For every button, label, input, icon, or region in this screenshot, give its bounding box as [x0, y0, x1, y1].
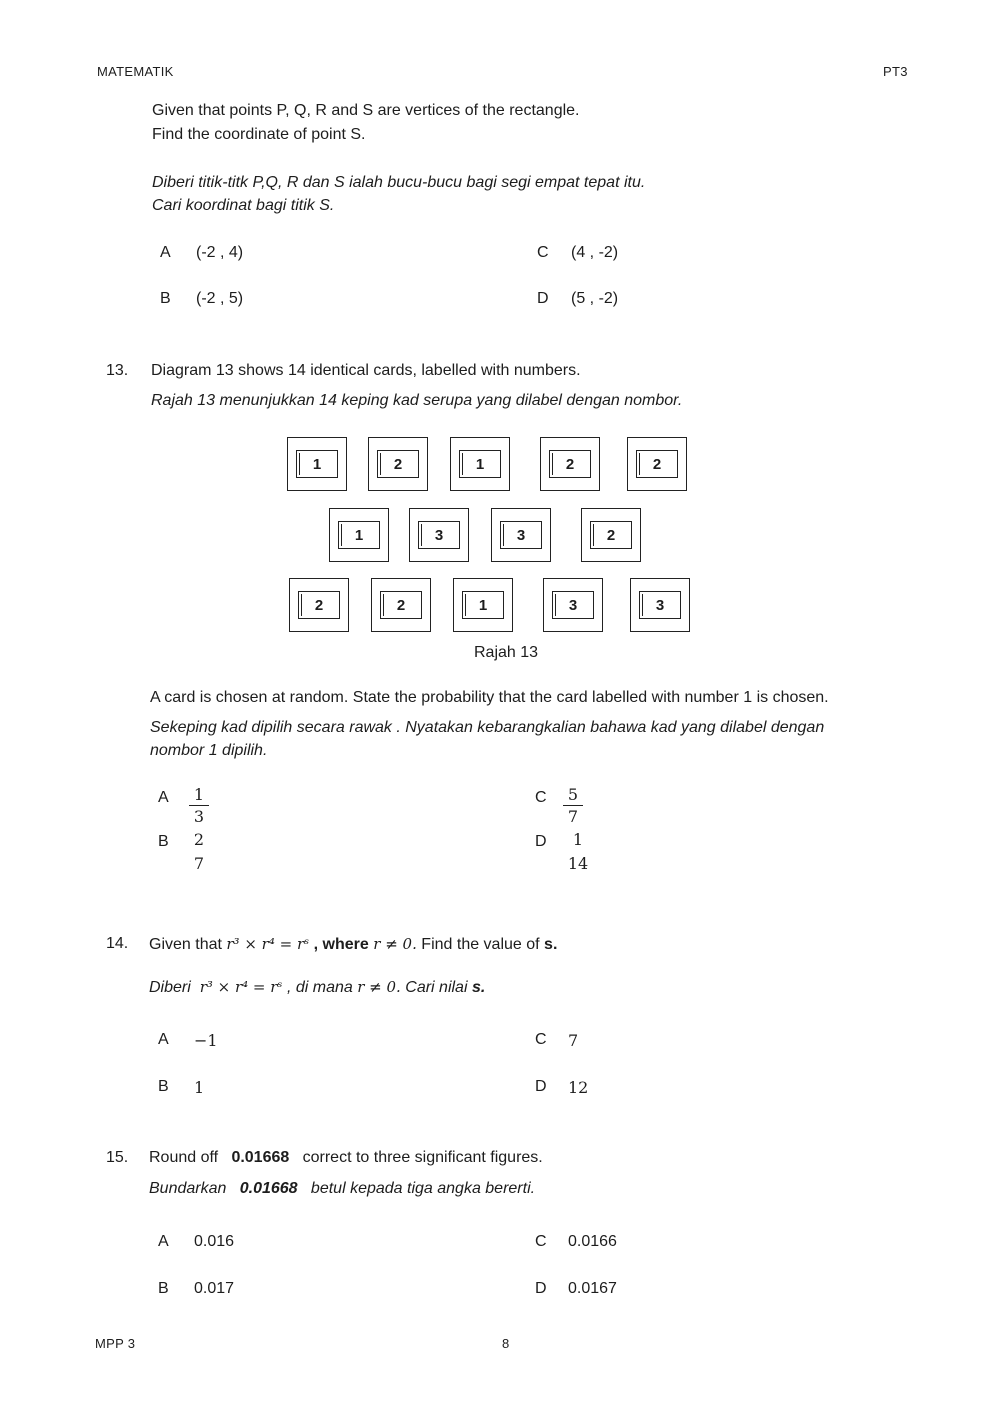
q14-option-d-letter: D: [535, 1078, 547, 1095]
q12-option-c-value: (4 , -2): [571, 244, 619, 261]
q12-line2-ms: Cari koordinat bagi titik S.: [152, 197, 335, 214]
q13-question-ms-2: nombor 1 dipilih.: [150, 742, 268, 759]
footer-code: MPP 3: [95, 1336, 136, 1351]
q14-number: 14.: [106, 935, 129, 952]
q15-line1-ms: [149, 1180, 535, 1198]
q15-prefix: Round off: [149, 1149, 219, 1166]
q12-option-d-value: (5 , -2): [571, 290, 619, 307]
q14-option-d-value: 12: [568, 1078, 589, 1097]
q15-value: 0.01668: [231, 1149, 290, 1166]
card-number: 3: [552, 591, 594, 619]
q15-option-a-value: 0.016: [194, 1233, 235, 1250]
card: [450, 437, 510, 491]
denominator: 7: [193, 854, 205, 873]
card-number: 3: [418, 521, 460, 549]
card-number: 3: [639, 591, 681, 619]
card: [368, 437, 428, 491]
q14-variable: s.: [544, 936, 558, 953]
card-number: 2: [549, 450, 591, 478]
q14-suffix: Find the value of: [421, 936, 540, 953]
q15-suffix-ms: betul kepada tiga angka bererti.: [310, 1180, 536, 1197]
card: [581, 508, 641, 562]
q12-option-b-value: (-2 , 5): [196, 290, 244, 307]
q12-line2: Find the coordinate of point S.: [152, 126, 366, 143]
q13-option-a-fraction: [189, 785, 209, 828]
q15-value-ms: 0.01668: [239, 1180, 298, 1197]
q15-option-b-letter: B: [158, 1280, 169, 1297]
q15-option-c-value: 0.0166: [568, 1233, 617, 1250]
q15-option-c-letter: C: [535, 1233, 547, 1250]
q15-line1: [149, 1149, 543, 1167]
card-number: 2: [590, 521, 632, 549]
q14-condition-ms: r ≠ 0.: [357, 978, 401, 996]
q13-option-a-letter: A: [158, 789, 169, 806]
card: [630, 578, 690, 632]
q14-mid-ms: , di mana: [286, 979, 353, 996]
card: [329, 508, 389, 562]
q12-option-d-letter: D: [537, 290, 549, 307]
q15-option-d-value: 0.0167: [568, 1280, 617, 1297]
q12-option-a-letter: A: [160, 244, 171, 261]
card-number: 1: [338, 521, 380, 549]
card-number: 3: [500, 521, 542, 549]
card-number: 1: [296, 450, 338, 478]
paper-code: PT3: [883, 64, 908, 79]
q15-option-d-letter: D: [535, 1280, 547, 1297]
numerator: 5: [563, 785, 583, 806]
q14-option-c-value: 7: [568, 1031, 579, 1050]
q15-prefix-ms: Bundarkan: [149, 1180, 227, 1197]
q14-suffix-ms: Cari nilai: [405, 979, 468, 996]
q14-option-b-value: 1: [194, 1078, 205, 1097]
q14-prefix: Given that: [149, 936, 222, 953]
denominator: 3: [193, 807, 205, 826]
card: [409, 508, 469, 562]
card: [543, 578, 603, 632]
card: [289, 578, 349, 632]
q14-prefix-ms: Diberi: [149, 979, 191, 996]
numerator: 1: [572, 830, 584, 849]
q15-number: 15.: [106, 1149, 129, 1166]
card-number: 2: [298, 591, 340, 619]
q14-variable-ms: s.: [471, 979, 486, 996]
numerator: 2: [193, 830, 205, 849]
card: [287, 437, 347, 491]
q13-option-d-letter: D: [535, 833, 547, 850]
q13-question: A card is chosen at random. State the probability that the card labelled with number 1 is chosen.: [150, 689, 829, 706]
subject-header: MATEMATIK: [97, 64, 174, 79]
q14-line1-ms: [149, 978, 485, 997]
diagram-caption: Rajah 13: [474, 644, 539, 661]
q12-line1: Given that points P, Q, R and S are vertices of the rectangle.: [152, 102, 580, 119]
q12-option-c-letter: C: [537, 244, 549, 261]
q13-option-b-fraction: [187, 828, 211, 876]
card-number: 2: [380, 591, 422, 619]
card: [371, 578, 431, 632]
card: [540, 437, 600, 491]
card-number: 1: [462, 591, 504, 619]
card-number: 2: [636, 450, 678, 478]
q12-line1-ms: Diberi titik-titk P,Q, R dan S ialah bucu-bucu bagi segi empat tepat itu.: [152, 174, 646, 191]
q14-equation-ms: r³ × r⁴ = rˢ: [199, 978, 283, 996]
q12-option-b-letter: B: [160, 290, 171, 307]
q13-line1-ms: Rajah 13 menunjukkan 14 keping kad serupa yang dilabel dengan nombor.: [151, 392, 683, 409]
q14-option-c-letter: C: [535, 1031, 547, 1048]
denominator: 14: [567, 854, 589, 873]
card: [453, 578, 513, 632]
page-number: 8: [502, 1336, 510, 1351]
q15-option-a-letter: A: [158, 1233, 169, 1250]
card: [627, 437, 687, 491]
q14-condition: r ≠ 0.: [373, 935, 417, 953]
q14-option-b-letter: B: [158, 1078, 169, 1095]
q14-line1: [149, 935, 557, 954]
q13-option-c-fraction: [563, 785, 583, 828]
card-number: 1: [459, 450, 501, 478]
q12-option-a-value: (-2 , 4): [196, 244, 244, 261]
q14-equation: r³ × r⁴ = rˢ: [226, 935, 310, 953]
numerator: 1: [189, 785, 209, 806]
q13-question-ms-1: Sekeping kad dipilih secara rawak . Nyatakan kebarangkalian bahawa kad yang dilabel dengan: [150, 719, 825, 736]
q13-option-b-letter: B: [158, 833, 169, 850]
q13-number: 13.: [106, 362, 129, 379]
q14-mid: , where: [313, 936, 369, 953]
q15-suffix: correct to three significant figures.: [302, 1149, 543, 1166]
q14-option-a-value: −1: [194, 1031, 218, 1050]
denominator: 7: [567, 807, 579, 826]
q14-option-a-letter: A: [158, 1031, 169, 1048]
q13-line1: Diagram 13 shows 14 identical cards, labelled with numbers.: [151, 362, 581, 379]
q15-option-b-value: 0.017: [194, 1280, 235, 1297]
card: [491, 508, 551, 562]
q13-option-d-fraction: [566, 828, 590, 876]
q13-option-c-letter: C: [535, 789, 547, 806]
card-number: 2: [377, 450, 419, 478]
